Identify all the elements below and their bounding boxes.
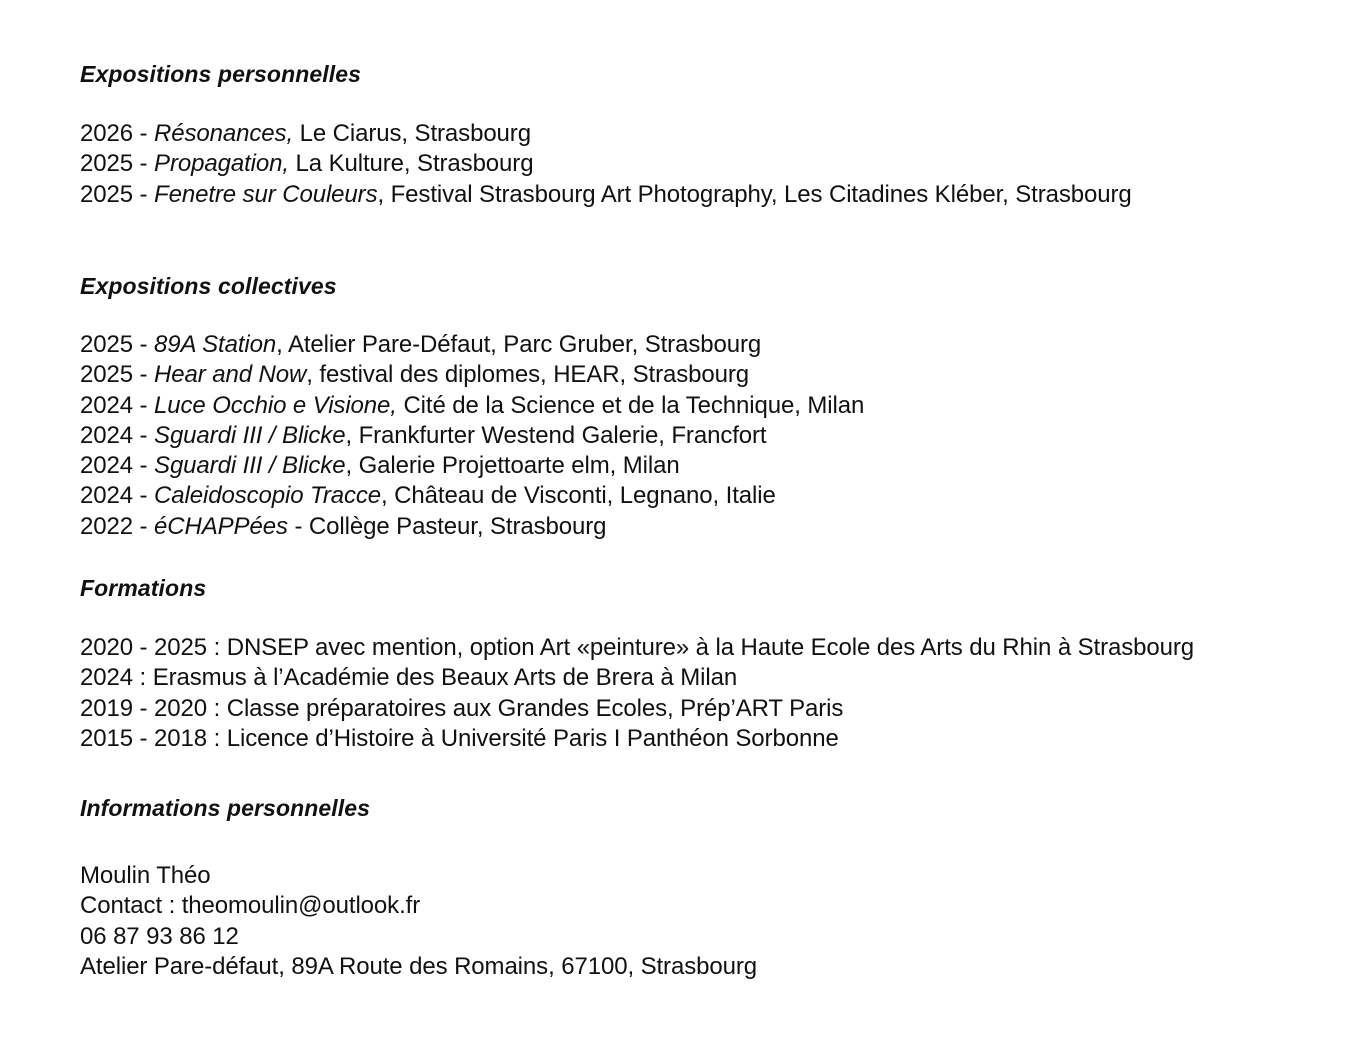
education-list: [80, 633, 1194, 754]
item-title: Propagation,: [154, 150, 289, 178]
item-details: , Château de Visconti, Legnano, Italie: [381, 482, 776, 510]
list-item: [80, 451, 864, 481]
item-year: 2025 -: [80, 150, 155, 178]
list-item: [80, 360, 864, 390]
contact-email: Contact : theomoulin@outlook.fr: [80, 892, 421, 920]
item-title: Caleidoscopio Tracce: [154, 482, 382, 510]
item-title: éCHAPPées: [154, 512, 288, 540]
list-item: 2015 - 2018 : Licence d’Histoire à Université Paris I Panthéon Sorbonne: [80, 724, 839, 752]
item-title: Sguardi III / Blicke: [154, 421, 346, 449]
list-item: 2019 - 2020 : Classe préparatoires aux Grandes Ecoles, Prép’ART Paris: [80, 694, 844, 722]
personal-info-block: [80, 861, 757, 982]
phone-number: 06 87 93 86 12: [80, 922, 239, 950]
list-item: [80, 481, 864, 511]
item-year: 2025 -: [80, 361, 155, 389]
item-details: - Collège Pasteur, Strasbourg: [287, 512, 607, 540]
item-year: 2025 -: [80, 180, 155, 208]
heading-education: Formations: [80, 575, 207, 601]
name: Moulin Théo: [80, 862, 211, 889]
list-item: [80, 119, 1132, 149]
item-title: Résonances,: [154, 120, 294, 147]
item-title: Hear and Now: [154, 361, 307, 389]
item-title: Fenetre sur Couleurs: [154, 180, 378, 208]
heading-personal-exhibitions: Expositions personnelles: [80, 61, 362, 87]
item-details: Le Ciarus, Strasbourg: [293, 120, 531, 147]
heading-personal-info: Informations personnelles: [80, 795, 371, 821]
list-item: [80, 180, 1132, 210]
item-details: , festival des diplomes, HEAR, Strasbourg: [306, 361, 750, 389]
group-exhibitions-list: [80, 330, 864, 542]
item-details: , Festival Strasbourg Art Photography, Les Citadines Kléber, Strasbourg: [377, 180, 1132, 208]
list-item: [80, 330, 864, 360]
item-title: Sguardi III / Blicke: [154, 452, 346, 480]
item-details: , Galerie Projettoarte elm, Milan: [345, 452, 680, 480]
item-details: Cité de la Science et de la Technique, Milan: [396, 391, 865, 419]
item-year: 2022 -: [80, 512, 155, 540]
list-item: [80, 149, 1132, 179]
item-year: 2025 -: [80, 331, 155, 358]
list-item: 2020 - 2025 : DNSEP avec mention, option Art «peinture» à la Haute Ecole des Arts du Rhin à Strasbourg: [80, 634, 1195, 661]
personal-exhibitions-list: [80, 119, 1132, 210]
list-item: [80, 512, 864, 542]
item-year: 2024 -: [80, 482, 155, 510]
item-year: 2024 -: [80, 421, 155, 449]
item-title: 89A Station: [154, 331, 277, 358]
list-item: 2024 : Erasmus à l’Académie des Beaux Arts de Brera à Milan: [80, 664, 738, 692]
item-details: , Frankfurter Westend Galerie, Francfort: [345, 421, 767, 449]
item-details: , Atelier Pare-Défaut, Parc Gruber, Strasbourg: [276, 331, 762, 358]
list-item: [80, 421, 864, 451]
item-title: Luce Occhio e Visione,: [154, 391, 397, 419]
item-year: 2026 -: [80, 120, 155, 147]
address: Atelier Pare-défaut, 89A Route des Romains, 67100, Strasbourg: [80, 952, 757, 980]
item-year: 2024 -: [80, 391, 155, 419]
item-year: 2024 -: [80, 452, 155, 480]
heading-group-exhibitions: Expositions collectives: [80, 273, 337, 299]
list-item: [80, 391, 864, 421]
item-details: La Kulture, Strasbourg: [288, 150, 534, 178]
